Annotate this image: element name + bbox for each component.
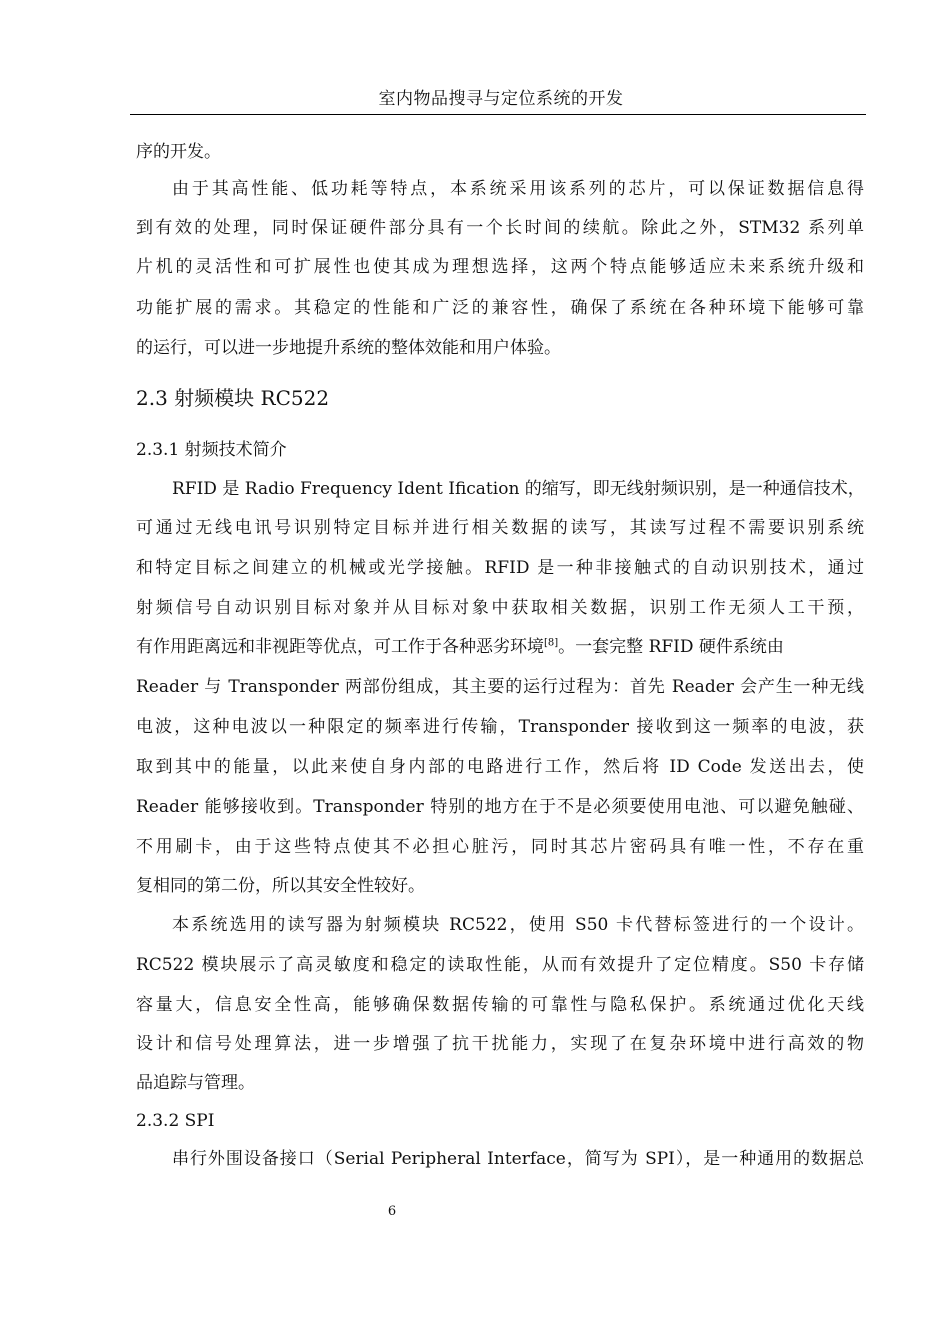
body-line: 和特定目标之间建立的机械或光学接触。RFID 是一种非接触式的自动识别技术，通过 [136,558,864,578]
body-line: 的运行，可以进一步地提升系统的整体效能和用户体验。 [136,338,561,358]
body-line: 射频信号自动识别目标对象并从目标对象中获取相关数据，识别工作无须人工干预， [136,598,864,618]
body-line: 由于其高性能、低功耗等特点，本系统采用该系列的芯片，可以保证数据信息得 [172,179,864,199]
running-header: 室内物品搜寻与定位系统的开发 [378,89,624,109]
body-line: 不用刷卡，由于这些特点使其不必担心脏污，同时其芯片密码具有唯一性，不存在重 [136,837,864,857]
body-line: Reader 与 Transponder 两部份组成，其主要的运行过程为：首先 Reader 会产生一种无线 [136,677,864,697]
body-line: 设计和信号处理算法，进一步增强了抗干扰能力，实现了在复杂环境中进行高效的物 [136,1034,864,1054]
body-line [136,635,864,659]
header-rule [130,114,866,115]
body-line: 到有效的处理，同时保证硬件部分具有一个长时间的续航。除此之外，STM32 系列单 [136,218,864,238]
body-line: 电波，这种电波以一种限定的频率进行传输，Transponder 接收到这一频率的电波，获 [136,717,864,737]
page-number: 6 [387,1204,397,1219]
body-line: 串行外围设备接口（Serial Peripheral Interface，简写为 SPI），是一种通用的数据总 [172,1149,864,1169]
subsection-heading: 2.3.1 射频技术简介 [136,440,287,460]
body-line: 取到其中的能量，以此来使自身内部的电路进行工作，然后将 ID Code 发送出去，使 [136,757,864,777]
body-line: Reader 能够接收到。Transponder 特别的地方在于不是必须要使用电池、可以避免触碰、 [136,797,864,817]
body-line: 本系统选用的读写器为射频模块 RC522，使用 S50 卡代替标签进行的一个设计。 [172,915,864,935]
body-line: 序的开发。 [136,142,221,162]
body-line: 功能扩展的需求。其稳定的性能和广泛的兼容性，确保了系统在各种环境下能够可靠 [136,298,864,318]
body-line: 片机的灵活性和可扩展性也使其成为理想选择，这两个特点能够适应未来系统升级和 [136,257,864,277]
body-text: 。一套完整 RFID 硬件系统由 [558,637,784,657]
citation-ref[interactable]: [8] [544,637,559,649]
body-line: RC522 模块展示了高灵敏度和稳定的读取性能，从而有效提升了定位精度。S50 卡存储 [136,955,864,975]
section-heading: 2.3 射频模块 RC522 [136,386,330,410]
body-line: 可通过无线电讯号识别特定目标并进行相关数据的读写，其读写过程不需要识别系统 [136,518,864,538]
subsection-heading: 2.3.2 SPI [136,1111,215,1131]
body-text: 有作用距离远和非视距等优点，可工作于各种恶劣环境 [136,637,544,657]
body-line: 容量大，信息安全性高，能够确保数据传输的可靠性与隐私保护。系统通过优化天线 [136,995,864,1015]
body-line: 品追踪与管理。 [136,1073,255,1093]
body-line: 复相同的第二份，所以其安全性较好。 [136,876,425,896]
body-line: RFID 是 Radio Frequency Ident Ification 的缩写，即无线射频识别，是一种通信技术， [172,479,865,499]
